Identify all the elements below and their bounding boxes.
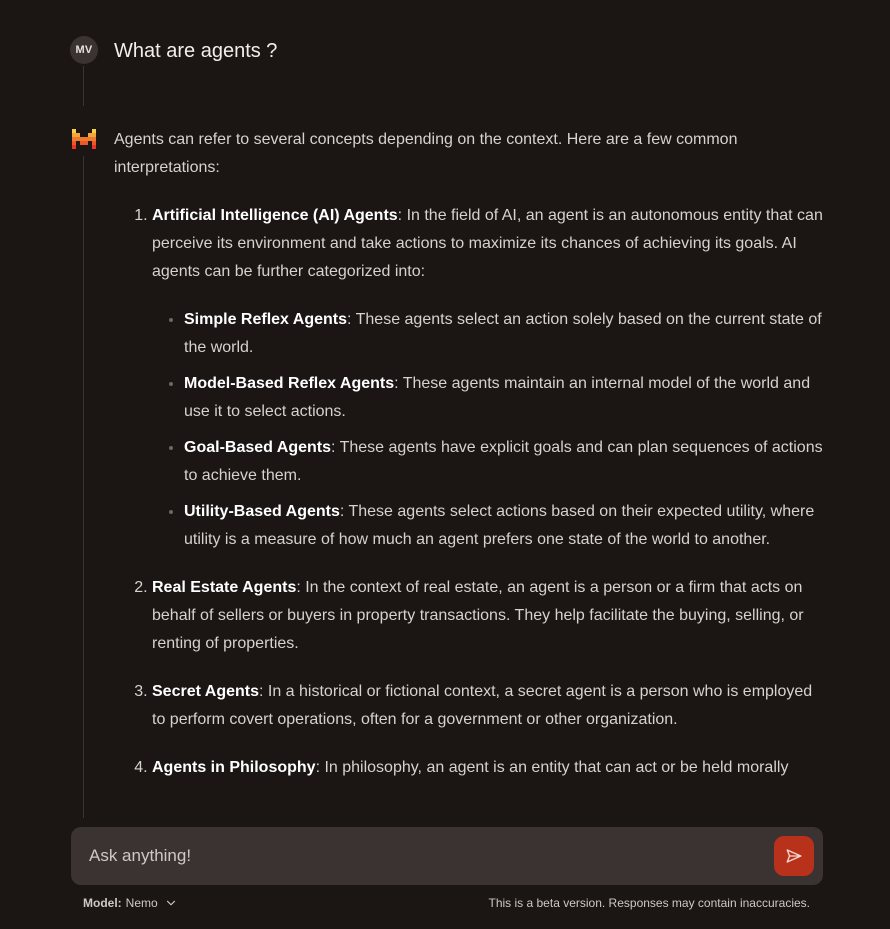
user-message: What are agents ? (114, 40, 278, 62)
list-item-title: Secret Agents (152, 683, 259, 700)
send-button[interactable] (774, 836, 814, 876)
sub-list-item (184, 434, 824, 490)
assistant-message (114, 126, 824, 802)
list-item-text: : In the context of real estate, an agent is a person or a firm that acts on behalf of sellers or buyers in property transactions. They help facilitate the buying, selling, or renting of properties. (152, 579, 804, 652)
sub-item-title: Model-Based Reflex Agents (184, 375, 395, 392)
sub-list (152, 306, 824, 554)
list-item (152, 574, 824, 658)
list-item (152, 678, 824, 734)
list-item-text: : In the field of AI, an agent is an autonomous entity that can perceive its environment and take actions to maximize its chances of achieving its goals. AI agents can be further categorized into: (152, 207, 823, 280)
mistral-logo-icon (72, 129, 96, 151)
model-value: Nemo (125, 896, 158, 910)
sub-item-text: : These agents select an action solely based on the current state of the world. (184, 311, 822, 356)
chat-input[interactable] (87, 841, 767, 871)
list-item-text: : In a historical or fictional context, a secret agent is a person who is employed to perform covert operations, often for a government or other organization. (152, 683, 813, 728)
model-selector[interactable] (83, 896, 178, 910)
sub-item-text: : These agents select actions based on their expected utility, where utility is a measure of how much an agent prefers one state of the world to another. (184, 503, 815, 548)
sub-list-item (184, 498, 824, 554)
sub-item-text: : These agents have explicit goals and can plan sequences of actions to achieve them. (184, 439, 823, 484)
chevron-down-icon (164, 896, 178, 910)
list-item (152, 754, 824, 782)
message-composer (71, 827, 823, 885)
list-item-title: Artificial Intelligence (AI) Agents (152, 207, 398, 224)
sub-item-text: : These agents maintain an internal model of the world and use it to select actions. (184, 375, 811, 420)
beta-disclaimer: This is a beta version. Responses may contain inaccuracies. (488, 896, 810, 910)
send-icon (785, 847, 803, 865)
sub-list-item (184, 370, 824, 426)
model-label: Model: (83, 896, 122, 910)
list-item-title: Agents in Philosophy (152, 759, 316, 776)
user-avatar-initials: MV (75, 44, 93, 56)
thread-connector-line (83, 156, 84, 818)
list-item-text: : In philosophy, an agent is an entity that can act or be held morally (315, 759, 789, 776)
sub-list-item (184, 306, 824, 362)
user-avatar (70, 36, 98, 64)
assistant-intro: Agents can refer to several concepts depending on the context. Here are a few common interpretations: (114, 131, 738, 176)
sub-item-title: Simple Reflex Agents (184, 311, 348, 328)
answer-list (114, 202, 824, 782)
thread-connector-line (83, 66, 84, 106)
sub-item-title: Utility-Based Agents (184, 503, 340, 520)
list-item-title: Real Estate Agents (152, 579, 297, 596)
sub-item-title: Goal-Based Agents (184, 439, 331, 456)
list-item (152, 202, 824, 554)
